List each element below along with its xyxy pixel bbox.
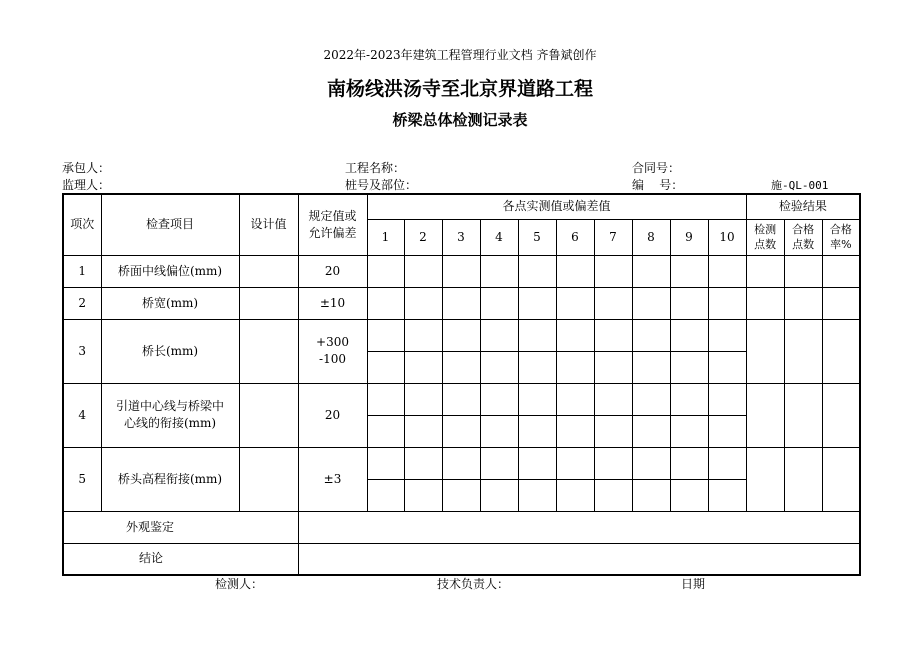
header-rate-line2: 率% — [830, 238, 852, 251]
measure-cell[interactable] — [594, 351, 632, 383]
result-cell[interactable] — [822, 319, 860, 383]
design-value-cell[interactable] — [239, 255, 298, 287]
measure-cell[interactable] — [632, 415, 670, 447]
header-checked-points — [746, 219, 784, 255]
header-rate-line1: 合格 — [829, 223, 852, 236]
measure-cell[interactable] — [632, 447, 670, 479]
result-cell[interactable] — [746, 287, 784, 319]
point-number: 1 — [367, 219, 404, 255]
measure-cell[interactable] — [442, 255, 480, 287]
row-item: 桥宽(mm) — [101, 287, 239, 319]
point-number: 4 — [480, 219, 518, 255]
result-cell[interactable] — [784, 255, 822, 287]
header-allowed-line2: 允许偏差 — [308, 225, 357, 240]
point-number: 2 — [404, 219, 442, 255]
measure-cell[interactable] — [518, 255, 556, 287]
tech-lead-label: 技术负责人： — [437, 577, 510, 591]
measure-cell[interactable] — [594, 479, 632, 511]
measure-cell[interactable] — [480, 479, 518, 511]
point-number: 5 — [518, 219, 556, 255]
measure-cell[interactable] — [556, 383, 594, 415]
appearance-label: 外观鉴定 — [63, 511, 298, 543]
measure-cell[interactable] — [556, 255, 594, 287]
header-item-no: 项次 — [63, 194, 101, 255]
contract-no-label: 合同号： — [632, 161, 681, 175]
measure-cell[interactable] — [367, 319, 404, 351]
measure-cell[interactable] — [367, 479, 404, 511]
design-value-cell[interactable] — [239, 383, 298, 447]
row-item-line2: 心线的衔接(mm) — [123, 416, 217, 430]
conclusion-label: 结论 — [63, 543, 298, 575]
row-item: 桥面中线偏位(mm) — [101, 255, 239, 287]
measure-cell[interactable] — [556, 351, 594, 383]
measure-cell[interactable] — [404, 479, 442, 511]
measure-cell[interactable] — [632, 351, 670, 383]
appearance-row — [63, 511, 860, 543]
header-design-value: 设计值 — [239, 194, 298, 255]
point-number: 8 — [632, 219, 670, 255]
row-item — [101, 383, 239, 447]
header-allowed — [298, 194, 367, 255]
measure-cell[interactable] — [404, 415, 442, 447]
row-no: 1 — [63, 255, 101, 287]
measure-cell[interactable] — [556, 447, 594, 479]
measure-cell[interactable] — [442, 287, 480, 319]
measure-cell[interactable] — [518, 479, 556, 511]
measure-cell[interactable] — [404, 319, 442, 351]
measure-cell[interactable] — [404, 447, 442, 479]
table-row — [63, 255, 860, 287]
header-pass-points — [784, 219, 822, 255]
measure-cell[interactable] — [480, 255, 518, 287]
header-row-1 — [63, 194, 860, 219]
measure-cell[interactable] — [367, 383, 404, 415]
point-number: 10 — [708, 219, 746, 255]
measure-cell[interactable] — [670, 319, 708, 351]
measure-cell[interactable] — [632, 319, 670, 351]
measure-cell[interactable] — [594, 383, 632, 415]
measure-cell[interactable] — [442, 479, 480, 511]
header-measured: 各点实测值或偏差值 — [367, 194, 746, 219]
measure-cell[interactable] — [480, 287, 518, 319]
measure-cell[interactable] — [708, 351, 746, 383]
measure-cell[interactable] — [518, 447, 556, 479]
row-allowed — [298, 319, 367, 383]
measure-cell[interactable] — [556, 415, 594, 447]
measure-cell[interactable] — [404, 287, 442, 319]
measure-cell[interactable] — [708, 319, 746, 351]
design-value-cell[interactable] — [239, 319, 298, 383]
measure-cell[interactable] — [442, 351, 480, 383]
document-title: 南杨线洪汤寺至北京界道路工程 — [326, 78, 593, 100]
date-label: 日期 — [681, 577, 706, 591]
row-no: 2 — [63, 287, 101, 319]
measure-cell[interactable] — [670, 287, 708, 319]
result-cell[interactable] — [784, 319, 822, 383]
measure-cell[interactable] — [367, 287, 404, 319]
measure-cell[interactable] — [556, 319, 594, 351]
row-no: 4 — [63, 383, 101, 447]
measure-cell[interactable] — [518, 319, 556, 351]
measure-cell[interactable] — [632, 255, 670, 287]
table-row — [63, 319, 860, 351]
measure-cell[interactable] — [670, 383, 708, 415]
measure-cell[interactable] — [442, 415, 480, 447]
point-number: 9 — [670, 219, 708, 255]
point-number: 7 — [594, 219, 632, 255]
row-item-line1: 引道中心线与桥梁中 — [115, 399, 224, 413]
row-no: 3 — [63, 319, 101, 383]
result-cell[interactable] — [746, 447, 784, 511]
measure-cell[interactable] — [367, 255, 404, 287]
measure-cell[interactable] — [708, 287, 746, 319]
row-no: 5 — [63, 447, 101, 511]
measure-cell[interactable] — [442, 319, 480, 351]
result-cell[interactable] — [784, 447, 822, 511]
result-cell[interactable] — [822, 383, 860, 447]
row-item: 桥头高程衔接(mm) — [101, 447, 239, 511]
result-cell[interactable] — [822, 287, 860, 319]
serial-value: 施-QL-001 — [771, 179, 829, 192]
measure-cell[interactable] — [556, 479, 594, 511]
conclusion-row — [63, 543, 860, 575]
result-cell[interactable] — [784, 383, 822, 447]
row-allowed: ±10 — [298, 287, 367, 319]
measure-cell[interactable] — [708, 255, 746, 287]
measure-cell[interactable] — [594, 255, 632, 287]
measure-cell[interactable] — [594, 287, 632, 319]
measure-cell[interactable] — [708, 383, 746, 415]
measure-cell[interactable] — [480, 415, 518, 447]
header-check-item: 检查项目 — [101, 194, 239, 255]
measure-cell[interactable] — [404, 383, 442, 415]
point-number: 6 — [556, 219, 594, 255]
measure-cell[interactable] — [632, 479, 670, 511]
measure-cell[interactable] — [404, 255, 442, 287]
inspector-label: 检测人： — [215, 577, 264, 591]
header-pass-rate — [822, 219, 860, 255]
result-cell[interactable] — [784, 287, 822, 319]
header-checked-line1: 检测 — [754, 223, 777, 236]
measure-cell[interactable] — [556, 287, 594, 319]
measure-cell[interactable] — [632, 383, 670, 415]
measure-cell[interactable] — [367, 447, 404, 479]
table-row — [63, 447, 860, 479]
table-row — [63, 383, 860, 415]
result-cell[interactable] — [822, 447, 860, 511]
measure-cell[interactable] — [518, 415, 556, 447]
measure-cell[interactable] — [480, 319, 518, 351]
station-label: 桩号及部位： — [345, 178, 418, 192]
measure-cell[interactable] — [708, 415, 746, 447]
measure-cell[interactable] — [594, 447, 632, 479]
measure-cell[interactable] — [480, 447, 518, 479]
row-allowed: 20 — [298, 383, 367, 447]
measure-cell[interactable] — [632, 287, 670, 319]
measure-cell[interactable] — [708, 479, 746, 511]
measure-cell[interactable] — [367, 351, 404, 383]
header-pass-line1: 合格 — [792, 223, 815, 236]
design-value-cell[interactable] — [239, 447, 298, 511]
header-allowed-line1: 规定值或 — [308, 208, 357, 223]
header-pass-line2: 点数 — [792, 238, 815, 251]
measure-cell[interactable] — [518, 287, 556, 319]
measure-cell[interactable] — [442, 383, 480, 415]
header-note: 2022年-2023年建筑工程管理行业文档 齐鲁斌创作 — [323, 48, 597, 62]
result-cell[interactable] — [822, 255, 860, 287]
supervisor-label: 监理人： — [62, 178, 111, 192]
row-allowed: 20 — [298, 255, 367, 287]
serial-label: 编 号： — [632, 178, 684, 192]
design-value-cell[interactable] — [239, 287, 298, 319]
measure-cell[interactable] — [670, 447, 708, 479]
row-allowed-upper: +300 — [316, 335, 349, 349]
result-cell[interactable] — [746, 255, 784, 287]
measure-cell[interactable] — [480, 383, 518, 415]
contractor-label: 承包人： — [62, 161, 111, 175]
table-row — [63, 287, 860, 319]
measure-cell[interactable] — [670, 415, 708, 447]
measure-cell[interactable] — [404, 351, 442, 383]
measure-cell[interactable] — [518, 383, 556, 415]
row-item: 桥长(mm) — [101, 319, 239, 383]
measure-cell[interactable] — [670, 255, 708, 287]
measure-cell[interactable] — [670, 479, 708, 511]
result-cell[interactable] — [746, 383, 784, 447]
point-number: 3 — [442, 219, 480, 255]
measure-cell[interactable] — [594, 319, 632, 351]
measure-cell[interactable] — [670, 351, 708, 383]
appearance-value-cell[interactable] — [298, 511, 860, 543]
measure-cell[interactable] — [708, 447, 746, 479]
measure-cell[interactable] — [594, 415, 632, 447]
conclusion-value-cell[interactable] — [298, 543, 860, 575]
row-allowed: ±3 — [298, 447, 367, 511]
inspection-table — [62, 193, 861, 576]
header-result: 检验结果 — [746, 194, 860, 219]
row-allowed-lower: -100 — [319, 352, 346, 366]
document-subtitle: 桥梁总体检测记录表 — [392, 111, 528, 129]
measure-cell[interactable] — [480, 351, 518, 383]
header-checked-line2: 点数 — [754, 238, 777, 251]
measure-cell[interactable] — [367, 415, 404, 447]
measure-cell[interactable] — [518, 351, 556, 383]
project-name-label: 工程名称： — [345, 161, 406, 175]
measure-cell[interactable] — [442, 447, 480, 479]
result-cell[interactable] — [746, 319, 784, 383]
